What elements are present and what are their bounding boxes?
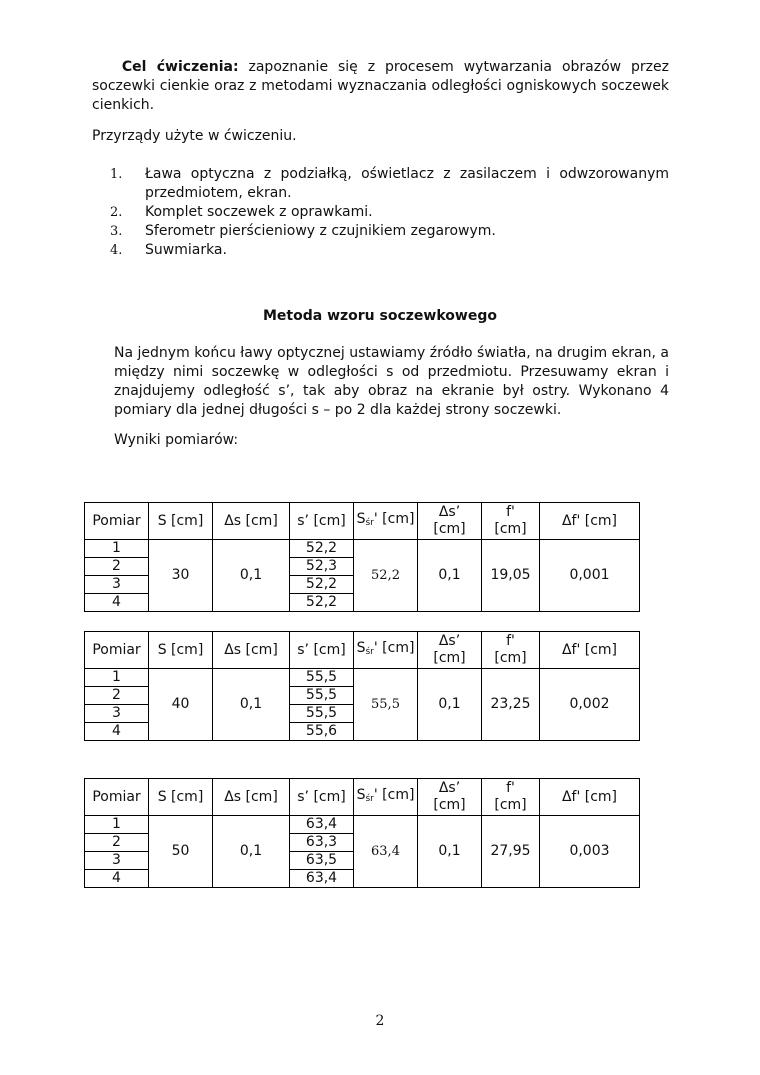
ssr-value: 52,2 bbox=[354, 540, 418, 612]
ds-value: 0,1 bbox=[213, 669, 290, 741]
dsprime-value: 0,1 bbox=[418, 816, 482, 888]
table-row: 4 63,4 bbox=[85, 870, 640, 888]
table-row: 3 52,2 bbox=[85, 576, 640, 594]
table-row: 1 50 0,1 63,4 63,4 0,1 27,95 0,003 bbox=[85, 816, 640, 834]
method-paragraph: Na jednym końcu ławy optycznej ustawiamy źródło światła, na drugim ekran, a między nimi soczewkę w odległości s od przedmiotu. Przesuwamy ekran i znajdujemy odległość s’, tak aby obraz na ekranie był ostry. Wykonano 4 pomiary dla jednej długości s – po 2 dla każdej strony soczewki. bbox=[114, 345, 669, 418]
table-row: 3 63,5 bbox=[85, 852, 640, 870]
instruments-heading: Przyrządy użyte w ćwiczeniu. bbox=[92, 128, 297, 144]
list-item: 4. Suwmiarka. bbox=[110, 242, 227, 258]
table-row: 1 30 0,1 52,2 52,2 0,1 19,05 0,001 bbox=[85, 540, 640, 558]
list-item: 1. Ława optyczna z podziałką, oświetlacz z zasilaczem i odwzorowanym przedmiotem, ekran. bbox=[110, 166, 669, 201]
results-label: Wyniki pomiarów: bbox=[114, 432, 239, 448]
dsprime-value: 0,1 bbox=[418, 669, 482, 741]
ssr-value: 63,4 bbox=[354, 816, 418, 888]
intro-paragraph bbox=[92, 58, 669, 115]
s-value: 50 bbox=[149, 816, 213, 888]
table-row: 2 52,3 bbox=[85, 558, 640, 576]
table-row: 1 40 0,1 55,5 55,5 0,1 23,25 0,002 bbox=[85, 669, 640, 687]
instruments-list bbox=[110, 165, 669, 260]
results-table bbox=[84, 502, 640, 612]
page-number: 2 bbox=[375, 1013, 385, 1029]
df-value: 0,001 bbox=[540, 540, 640, 612]
table-row: 3 55,5 bbox=[85, 705, 640, 723]
f-value: 27,95 bbox=[482, 816, 540, 888]
table-row: 4 55,6 bbox=[85, 723, 640, 741]
s-value: 30 bbox=[149, 540, 213, 612]
ds-value: 0,1 bbox=[213, 816, 290, 888]
ds-value: 0,1 bbox=[213, 540, 290, 612]
table-header-row: Pomiar S [cm] Δs [cm] s’ [cm] $S_{śr}'$ [cm] Δs’ [cm] f' [cm] Δf' [cm] bbox=[85, 779, 640, 816]
list-item: 2. Komplet soczewek z oprawkami. bbox=[110, 204, 373, 220]
ssr-value: 55,5 bbox=[354, 669, 418, 741]
df-value: 0,002 bbox=[540, 669, 640, 741]
f-value: 19,05 bbox=[482, 540, 540, 612]
intro-text: zapoznanie się z procesem wytwarzania obrazów przez soczewki cienkie oraz z metodami wyznaczania odległości ogniskowych soczewek cienkich. bbox=[92, 59, 669, 113]
results-table bbox=[84, 631, 640, 741]
table-row: 2 63,3 bbox=[85, 834, 640, 852]
f-value: 23,25 bbox=[482, 669, 540, 741]
table-header-row: Pomiar S [cm] Δs [cm] s’ [cm] $S_{śr}'$ [cm] Δs’ [cm] f' [cm] Δf' [cm] bbox=[85, 503, 640, 540]
s-value: 40 bbox=[149, 669, 213, 741]
table-header-row: Pomiar S [cm] Δs [cm] s’ [cm] $S_{śr}'$ [cm] Δs’ [cm] f' [cm] Δf' [cm] bbox=[85, 632, 640, 669]
df-value: 0,003 bbox=[540, 816, 640, 888]
results-table bbox=[84, 778, 640, 888]
table-row: 4 52,2 bbox=[85, 594, 640, 612]
dsprime-value: 0,1 bbox=[418, 540, 482, 612]
table-row: 2 55,5 bbox=[85, 687, 640, 705]
section-title: Metoda wzoru soczewkowego bbox=[263, 308, 497, 324]
intro-label: Cel ćwiczenia: bbox=[121, 59, 239, 75]
list-item: 3. Sferometr pierścieniowy z czujnikiem zegarowym. bbox=[110, 223, 496, 239]
